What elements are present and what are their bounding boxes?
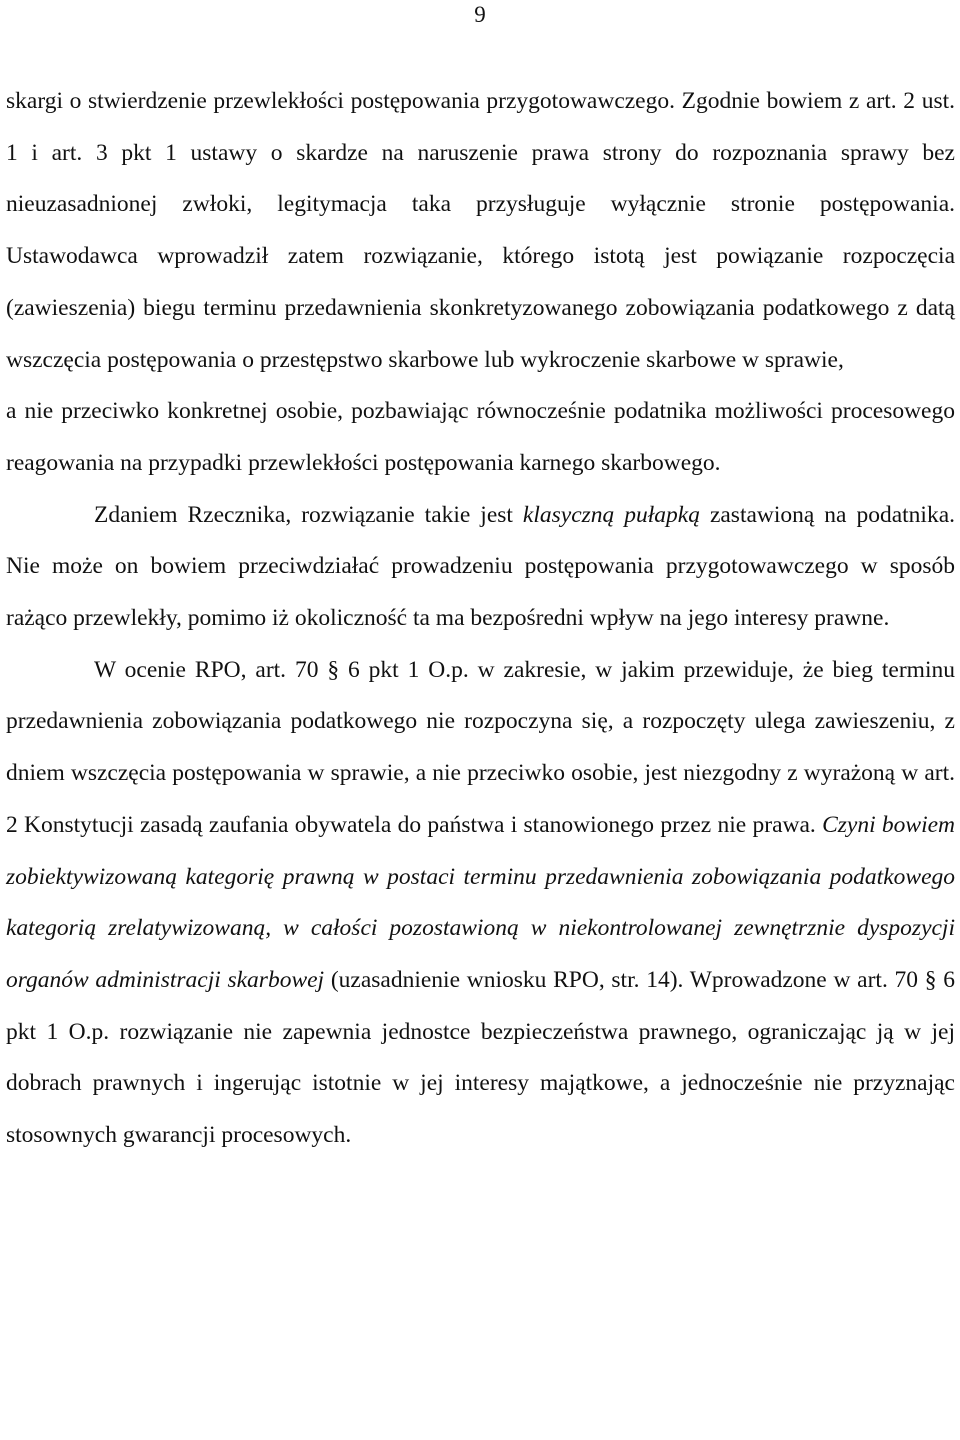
paragraph-4-italic-quote: Czyni bowiem zobiektywizowaną kategorię prawną w postaci terminu przedawnienia zobowiązania podatkowego kategorią zrelatywizowaną, w całości pozostawioną w niekontrolowanej zewnętrznie dyspozycji organów administracji skarbowej — [6, 811, 956, 993]
paragraph-4-text-start: W ocenie RPO, art. 70 § 6 pkt 1 O.p. w zakresie, w jakim przewiduje, że bieg terminu przedawnienia zobowiązania podatkowego nie rozpoczyna się, a rozpoczęty ulega zawieszeniu, z dniem wszczęcia postępowania w sprawie, a nie przeciwko osobie, jest niezgodny z wyrażoną w art. 2 Konstytucji zasadą zaufania obywatela do państwa i stanowionego przez nie prawa. — [6, 656, 955, 838]
paragraph-3-text-end: zastawioną na podatnika. Nie może on bowiem przeciwdziałać prowadzeniu postępowania przygotowawczego w sposób rażąco przewlekły, pomimo iż okoliczność ta ma bezpośredni wpływ na jego interesy prawne. — [6, 501, 955, 632]
paragraph-4 — [6, 645, 955, 1162]
page-number: 9 — [474, 2, 486, 27]
paragraph-3 — [6, 490, 955, 645]
paragraph-2: a nie przeciwko konkretnej osobie, pozbawiając równocześnie podatnika możliwości procesowego reagowania na przypadki przewlekłości postępowania karnego skarbowego. — [6, 398, 955, 476]
paragraph-3-italic-phrase: klasyczną pułapką — [522, 501, 700, 528]
paragraph-4-text-end: (uzasadnienie wniosku RPO, str. 14). Wprowadzone w art. 70 § 6 pkt 1 O.p. rozwiązanie nie zapewnia jednostce bezpieczeństwa prawnego, ograniczając ją w jej dobrach prawnych i ingerując istotnie w jej interesy majątkowe, a jednocześnie nie przyznając stosownych gwarancji procesowych. — [6, 966, 955, 1149]
paragraph-1: skargi o stwierdzenie przewlekłości postępowania przygotowawczego. Zgodnie bowiem z art. 2 ust. 1 i art. 3 pkt 1 ustawy o skardze na naruszenie prawa strony do rozpoznania sprawy bez nieuzasadnionej zwłoki, legitymacja taka przysługuje wyłącznie stronie postępowania. Ustawodawca wprowadził zatem rozwiązanie, którego istotą jest powiązanie rozpoczęcia (zawieszenia) biegu terminu przedawnienia skonkretyzowanego zobowiązania podatkowego z datą wszczęcia postępowania o przestępstwo skarbowe lub wykroczenie skarbowe w sprawie, — [6, 88, 955, 373]
document-body — [6, 76, 955, 1162]
paragraph-3-text-start: Zdaniem Rzecznika, rozwiązanie takie jest — [94, 501, 523, 528]
